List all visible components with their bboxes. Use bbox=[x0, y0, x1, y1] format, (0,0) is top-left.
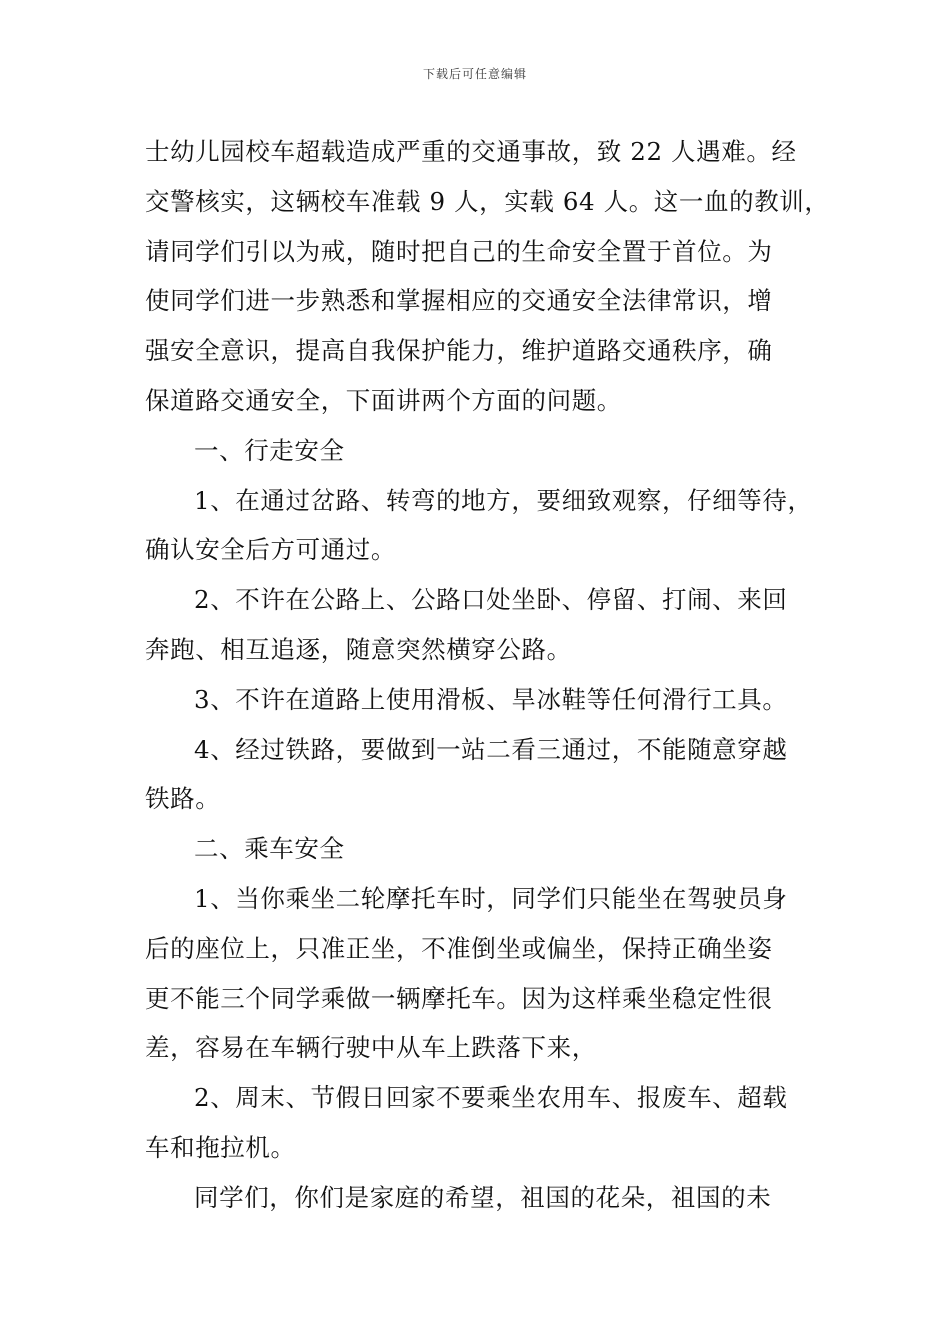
text-line: 士幼儿园校车超载造成严重的交通事故，致 22 人遇难。经 bbox=[145, 137, 797, 166]
text-line: 确认安全后方可通过。 bbox=[145, 535, 396, 565]
list-item-line: 2、周末、节假日回家不要乘坐农用车、报废车、超载 bbox=[194, 1083, 788, 1113]
text-line: 更不能三个同学乘做一辆摩托车。因为这样乘坐稳定性很 bbox=[145, 983, 773, 1013]
text-line: 差，容易在车辆行驶中从车上跌落下来， bbox=[145, 1033, 597, 1063]
section-heading: 二、乘车安全 bbox=[194, 834, 345, 864]
text-line: 交警核实，这辆校车准载 9 人，实载 64 人。这一血的教训， bbox=[145, 186, 830, 216]
text-line: 车和拖拉机。 bbox=[145, 1132, 296, 1162]
text-line: 奔跑、相互追逐，随意突然横穿公路。 bbox=[145, 634, 572, 664]
document-body bbox=[145, 127, 830, 1223]
text-line: 保道路交通安全，下面讲两个方面的问题。 bbox=[145, 385, 622, 415]
header-note: 下载后可任意编辑 bbox=[422, 67, 527, 81]
list-item-line: 3、不许在道路上使用滑板、旱冰鞋等任何滑行工具。 bbox=[194, 684, 788, 714]
section-heading: 一、行走安全 bbox=[194, 435, 345, 465]
text-line: 铁路。 bbox=[145, 784, 221, 814]
text-line: 请同学们引以为戒，随时把自己的生命安全置于首位。为 bbox=[145, 236, 773, 266]
text-line: 强安全意识，提高自我保护能力，维护道路交通秩序，确 bbox=[145, 336, 773, 366]
list-item-line: 1、在通过岔路、转弯的地方，要细致观察，仔细等待， bbox=[194, 485, 813, 515]
text-line: 后的座位上，只准正坐，不准倒坐或偏坐，保持正确坐姿 bbox=[145, 933, 773, 963]
list-item-line: 1、当你乘坐二轮摩托车时，同学们只能坐在驾驶员身 bbox=[194, 883, 788, 913]
list-item-line: 4、经过铁路，要做到一站二看三通过，不能随意穿越 bbox=[194, 734, 788, 764]
paragraph-start-line: 同学们，你们是家庭的希望，祖国的花朵，祖国的未 bbox=[194, 1182, 772, 1212]
text-line: 使同学们进一步熟悉和掌握相应的交通安全法律常识，增 bbox=[145, 286, 773, 316]
list-item-line: 2、不许在公路上、公路口处坐卧、停留、打闹、来回 bbox=[194, 585, 788, 615]
